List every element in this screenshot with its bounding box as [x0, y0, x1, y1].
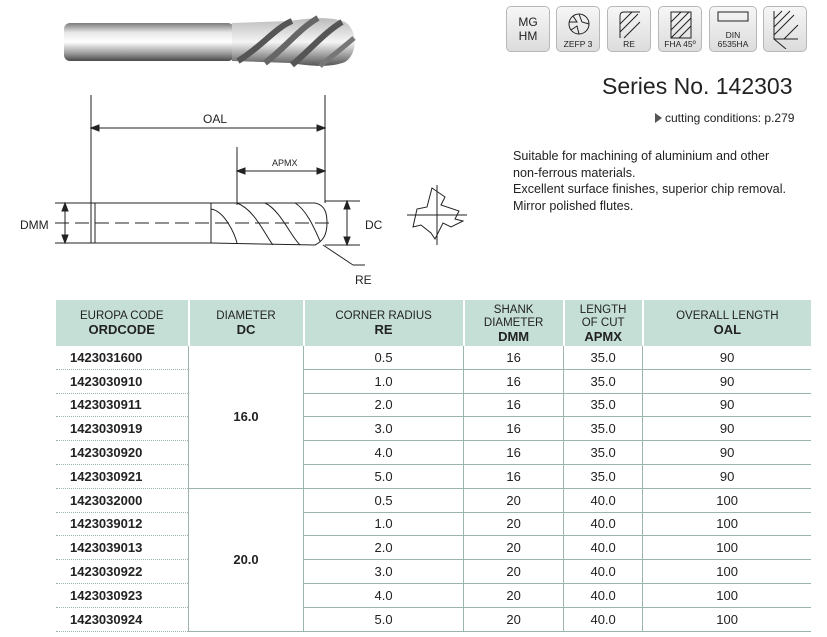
length-of-cut-cell: 35.0 [564, 346, 643, 369]
mg-text: MG [518, 15, 538, 29]
re-caption: RE [623, 39, 635, 49]
header-oal [643, 300, 811, 346]
table-row [56, 393, 811, 417]
overall-length-cell: 90 [643, 417, 811, 441]
cutting-conditions-link[interactable] [655, 111, 794, 125]
oal-label: OAL [203, 112, 228, 126]
table-row [56, 488, 811, 512]
order-code-cell: 1423030910 [56, 369, 189, 393]
table-row [56, 512, 811, 536]
length-of-cut-cell: 40.0 [564, 583, 643, 607]
cutting-conditions-text: cutting conditions: p.279 [665, 111, 795, 125]
description [513, 148, 786, 214]
re-label: RE [355, 273, 372, 287]
length-of-cut-cell: 40.0 [564, 536, 643, 560]
header-line: DIAMETER [216, 310, 276, 322]
radius-hatch-icon [616, 10, 644, 40]
diameter-cell: 16.0 [189, 346, 304, 488]
overall-length-cell: 90 [643, 441, 811, 465]
angle-hatch-icon [770, 9, 800, 49]
corner-radius-cell: 2.0 [304, 536, 464, 560]
shank-diameter-cell: 20 [464, 512, 564, 536]
dmm-label: DMM [20, 218, 49, 232]
table-row [56, 417, 811, 441]
shank-diameter-cell: 20 [464, 607, 564, 631]
corner-radius-cell: 5.0 [304, 607, 464, 631]
overall-length-cell: 100 [643, 512, 811, 536]
header-re [304, 300, 464, 346]
length-of-cut-cell: 40.0 [564, 560, 643, 584]
technical-drawing [15, 95, 495, 295]
header-ordcode [56, 300, 189, 346]
table-row [56, 607, 811, 631]
apmx-label: APMX [272, 158, 298, 168]
description-line: Suitable for machining of aluminium and other [513, 149, 770, 163]
header-dc [189, 300, 304, 346]
order-code-cell: 1423030922 [56, 560, 189, 584]
mg-hm-badge [506, 6, 550, 52]
shank-diameter-cell: 20 [464, 488, 564, 512]
description-line: non-ferrous materials. [513, 165, 636, 180]
three-flute-icon [565, 10, 593, 40]
din-badge [709, 6, 757, 52]
header-code: APMX [584, 328, 622, 344]
table-row [56, 536, 811, 560]
diameter-cell: 20.0 [189, 488, 304, 631]
header-code: DC [236, 322, 256, 337]
shank-icon [716, 10, 750, 24]
corner-radius-cell: 4.0 [304, 583, 464, 607]
corner-radius-cell: 1.0 [304, 512, 464, 536]
header-line: OVERALL LENGTH [676, 310, 779, 322]
table-header-row [56, 300, 811, 346]
din-text: DIN [725, 30, 741, 40]
corner-radius-cell: 3.0 [304, 560, 464, 584]
header-dmm [464, 300, 564, 346]
shank-diameter-cell: 20 [464, 560, 564, 584]
header-apmx [564, 300, 643, 346]
table-row [56, 441, 811, 465]
shank-diameter-cell: 16 [464, 417, 564, 441]
length-of-cut-cell: 35.0 [564, 441, 643, 465]
hm-text: HM [518, 29, 538, 43]
helix-45-icon [667, 10, 695, 40]
order-code-cell: 1423030924 [56, 607, 189, 631]
shank-diameter-cell: 20 [464, 536, 564, 560]
shank-diameter-cell: 16 [464, 369, 564, 393]
table-row [56, 346, 811, 369]
overall-length-cell: 90 [643, 346, 811, 369]
product-table [56, 300, 811, 632]
overall-length-cell: 100 [643, 536, 811, 560]
order-code-cell: 1423031600 [56, 346, 189, 369]
order-code-cell: 1423032000 [56, 488, 189, 512]
corner-radius-cell: 5.0 [304, 464, 464, 488]
length-of-cut-cell: 40.0 [564, 488, 643, 512]
header-line: SHANK [493, 303, 534, 316]
shank-diameter-cell: 16 [464, 464, 564, 488]
shank-diameter-cell: 16 [464, 441, 564, 465]
corner-radius-cell: 2.0 [304, 393, 464, 417]
order-code-cell: 1423030921 [56, 464, 189, 488]
shank-diameter-cell: 16 [464, 393, 564, 417]
corner-radius-cell: 0.5 [304, 488, 464, 512]
dc-label: DC [365, 218, 383, 232]
shank-diameter-cell: 20 [464, 583, 564, 607]
length-of-cut-cell: 40.0 [564, 512, 643, 536]
order-code-cell: 1423030919 [56, 417, 189, 441]
overall-length-cell: 100 [643, 560, 811, 584]
overall-length-cell: 100 [643, 583, 811, 607]
table-row [56, 560, 811, 584]
overall-length-cell: 100 [643, 607, 811, 631]
header-code: RE [374, 322, 393, 337]
order-code-cell: 1423030911 [56, 393, 189, 417]
description-line: Mirror polished flutes. [513, 198, 634, 213]
corner-radius-cell: 1.0 [304, 369, 464, 393]
header-line: OF CUT [581, 316, 625, 329]
corner-radius-cell: 0.5 [304, 346, 464, 369]
header-code: ORDCODE [88, 322, 155, 337]
order-code-cell: 1423039013 [56, 536, 189, 560]
header-line: LENGTH [579, 303, 627, 316]
length-of-cut-cell: 35.0 [564, 393, 643, 417]
shank-diameter-cell: 16 [464, 346, 564, 369]
fha-caption: FHA 45º [664, 39, 696, 49]
order-code-cell: 1423030920 [56, 441, 189, 465]
play-arrow-icon [655, 113, 662, 123]
zefp3-badge [556, 6, 600, 52]
table-row [56, 464, 811, 488]
length-of-cut-cell: 35.0 [564, 369, 643, 393]
re-badge [607, 6, 651, 52]
length-of-cut-cell: 35.0 [564, 464, 643, 488]
order-code-cell: 1423030923 [56, 583, 189, 607]
table-row [56, 583, 811, 607]
length-of-cut-cell: 35.0 [564, 417, 643, 441]
overall-length-cell: 90 [643, 393, 811, 417]
series-title: Series No. 142303 [602, 73, 793, 99]
overall-length-cell: 100 [643, 488, 811, 512]
header-line: EUROPA CODE [80, 310, 164, 322]
fha45-badge [658, 6, 702, 52]
end-mill-photo [60, 8, 360, 74]
corner-radius-cell: 4.0 [304, 441, 464, 465]
overall-length-cell: 90 [643, 369, 811, 393]
table-row [56, 369, 811, 393]
overall-length-cell: 90 [643, 464, 811, 488]
header-code: OAL [713, 322, 742, 337]
zefp-caption: ZEFP 3 [563, 39, 593, 49]
length-of-cut-cell: 40.0 [564, 607, 643, 631]
din-caption: 6535HA [717, 39, 749, 49]
description-line: Excellent surface finishes, superior chip removal. [513, 182, 786, 196]
angle-badge [763, 6, 807, 52]
header-code: DMM [498, 328, 530, 344]
header-line: DIAMETER [483, 316, 544, 329]
header-line: CORNER RADIUS [335, 310, 432, 322]
order-code-cell: 1423039012 [56, 512, 189, 536]
corner-radius-cell: 3.0 [304, 417, 464, 441]
